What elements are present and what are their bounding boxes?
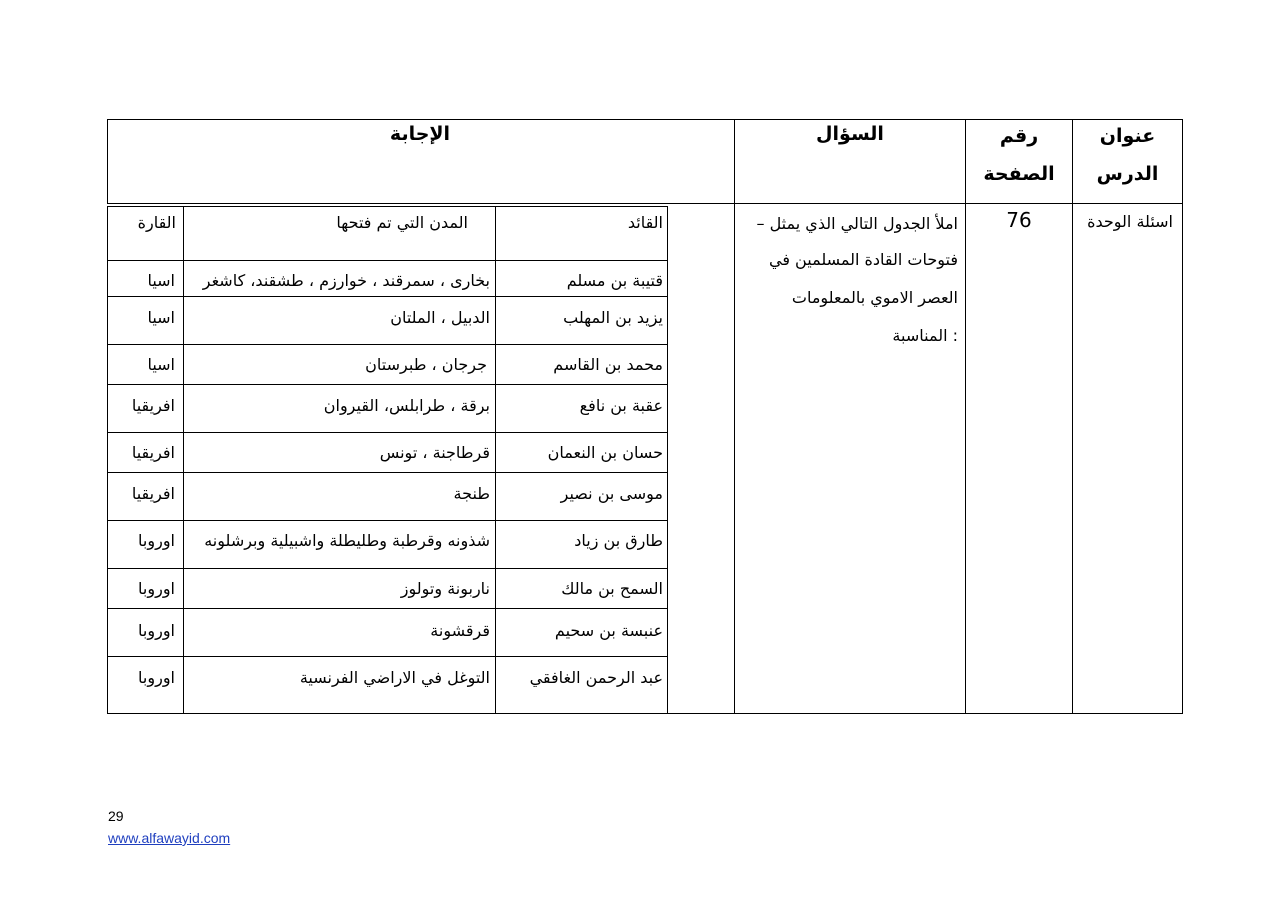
table-cell-continent: اوروبا (138, 621, 175, 640)
inner-table-left-border (107, 206, 108, 714)
table-cell-continent: افريقيا (131, 443, 175, 462)
table-cell-leader: حسان بن النعمان (547, 443, 663, 462)
page-number: 76 (1006, 208, 1032, 232)
column-header-cities: المدن التي تم فتحها (336, 213, 468, 232)
table-cell-cities: برقة ، طرابلس، القيروان (323, 396, 490, 415)
table-cell-continent: اسيا (147, 271, 175, 290)
inner-row-divider (107, 344, 668, 345)
question-line: فتوحات القادة المسلمين في (768, 250, 958, 269)
question-line: – املأ الجدول التالي الذي يمثل (756, 214, 958, 233)
table-cell-leader: عبد الرحمن الغافقي (529, 668, 663, 687)
column-divider-page-lesson (1072, 119, 1073, 714)
table-cell-leader: موسى بن نصير (560, 484, 663, 503)
column-header-continent: القارة (137, 213, 176, 232)
inner-row-divider (107, 432, 668, 433)
inner-row-divider (107, 384, 668, 385)
table-cell-cities: جرجان ، طبرستان (365, 355, 487, 374)
footer-website-link[interactable]: www.alfawayid.com (108, 830, 231, 846)
table-cell-continent: اوروبا (138, 579, 175, 598)
table-cell-continent: افريقيا (131, 396, 175, 415)
inner-table-top-border (107, 206, 668, 207)
table-cell-cities: طنجة (453, 484, 490, 503)
inner-row-divider (107, 608, 668, 609)
inner-row-divider (107, 568, 668, 569)
table-cell-leader: قتيبة بن مسلم (566, 271, 663, 290)
table-cell-cities: شذونه وقرطبة وطليطلة واشبيلية وبرشلونه (204, 531, 490, 550)
table-cell-cities: التوغل في الاراضي الفرنسية (299, 668, 490, 687)
table-cell-cities: ناربونة وتولوز (400, 579, 490, 598)
inner-col-divider-cities-leader (495, 206, 496, 714)
column-divider-answer-question (734, 119, 735, 714)
header-question: السؤال (816, 123, 884, 145)
header-answer: الإجابة (389, 123, 451, 145)
inner-row-divider (107, 472, 668, 473)
header-page-number-line2: الصفحة (983, 163, 1055, 185)
table-cell-cities: الدبيل ، الملتان (390, 308, 490, 327)
table-cell-cities: قرقشونة (430, 621, 490, 640)
inner-row-divider (107, 520, 668, 521)
table-cell-continent: اوروبا (138, 531, 175, 550)
table-cell-leader: السمح بن مالك (561, 579, 663, 598)
table-cell-continent: اوروبا (138, 668, 175, 687)
table-cell-cities: بخارى ، سمرقند ، خوارزم ، طشقند، كاشغر (202, 271, 490, 290)
header-bottom-border (107, 203, 1183, 204)
lesson-title: اسئلة الوحدة (1087, 212, 1173, 231)
header-lesson-title-line2: الدرس (1096, 163, 1159, 185)
table-cell-cities: قرطاجنة ، تونس (379, 443, 490, 462)
table-cell-continent: افريقيا (131, 484, 175, 503)
table-cell-continent: اسيا (147, 355, 175, 374)
table-left-border (107, 119, 108, 204)
table-right-border (1182, 119, 1183, 714)
inner-col-divider-continent-cities (183, 206, 184, 714)
question-line: المناسبة : (892, 326, 958, 345)
table-cell-leader: عقبة بن نافع (579, 396, 663, 415)
inner-row-divider (107, 296, 668, 297)
table-top-border (107, 119, 1183, 120)
table-cell-leader: يزيد بن المهلب (563, 308, 663, 327)
table-cell-continent: اسيا (147, 308, 175, 327)
table-cell-leader: طارق بن زياد (574, 531, 663, 550)
footer-page-number: 29 (108, 808, 124, 824)
inner-row-divider (107, 656, 668, 657)
inner-table-right-border (667, 206, 668, 714)
inner-row-divider (107, 260, 668, 261)
table-cell-leader: محمد بن القاسم (553, 355, 663, 374)
table-bottom-border (107, 713, 1183, 714)
header-lesson-title-line1: عنوان (1099, 125, 1156, 147)
table-cell-leader: عنبسة بن سحيم (554, 621, 663, 640)
header-page-number-line1: رقم (999, 125, 1039, 147)
question-line: العصر الاموي بالمعلومات (791, 288, 958, 307)
column-header-leader: القائد (627, 213, 663, 232)
